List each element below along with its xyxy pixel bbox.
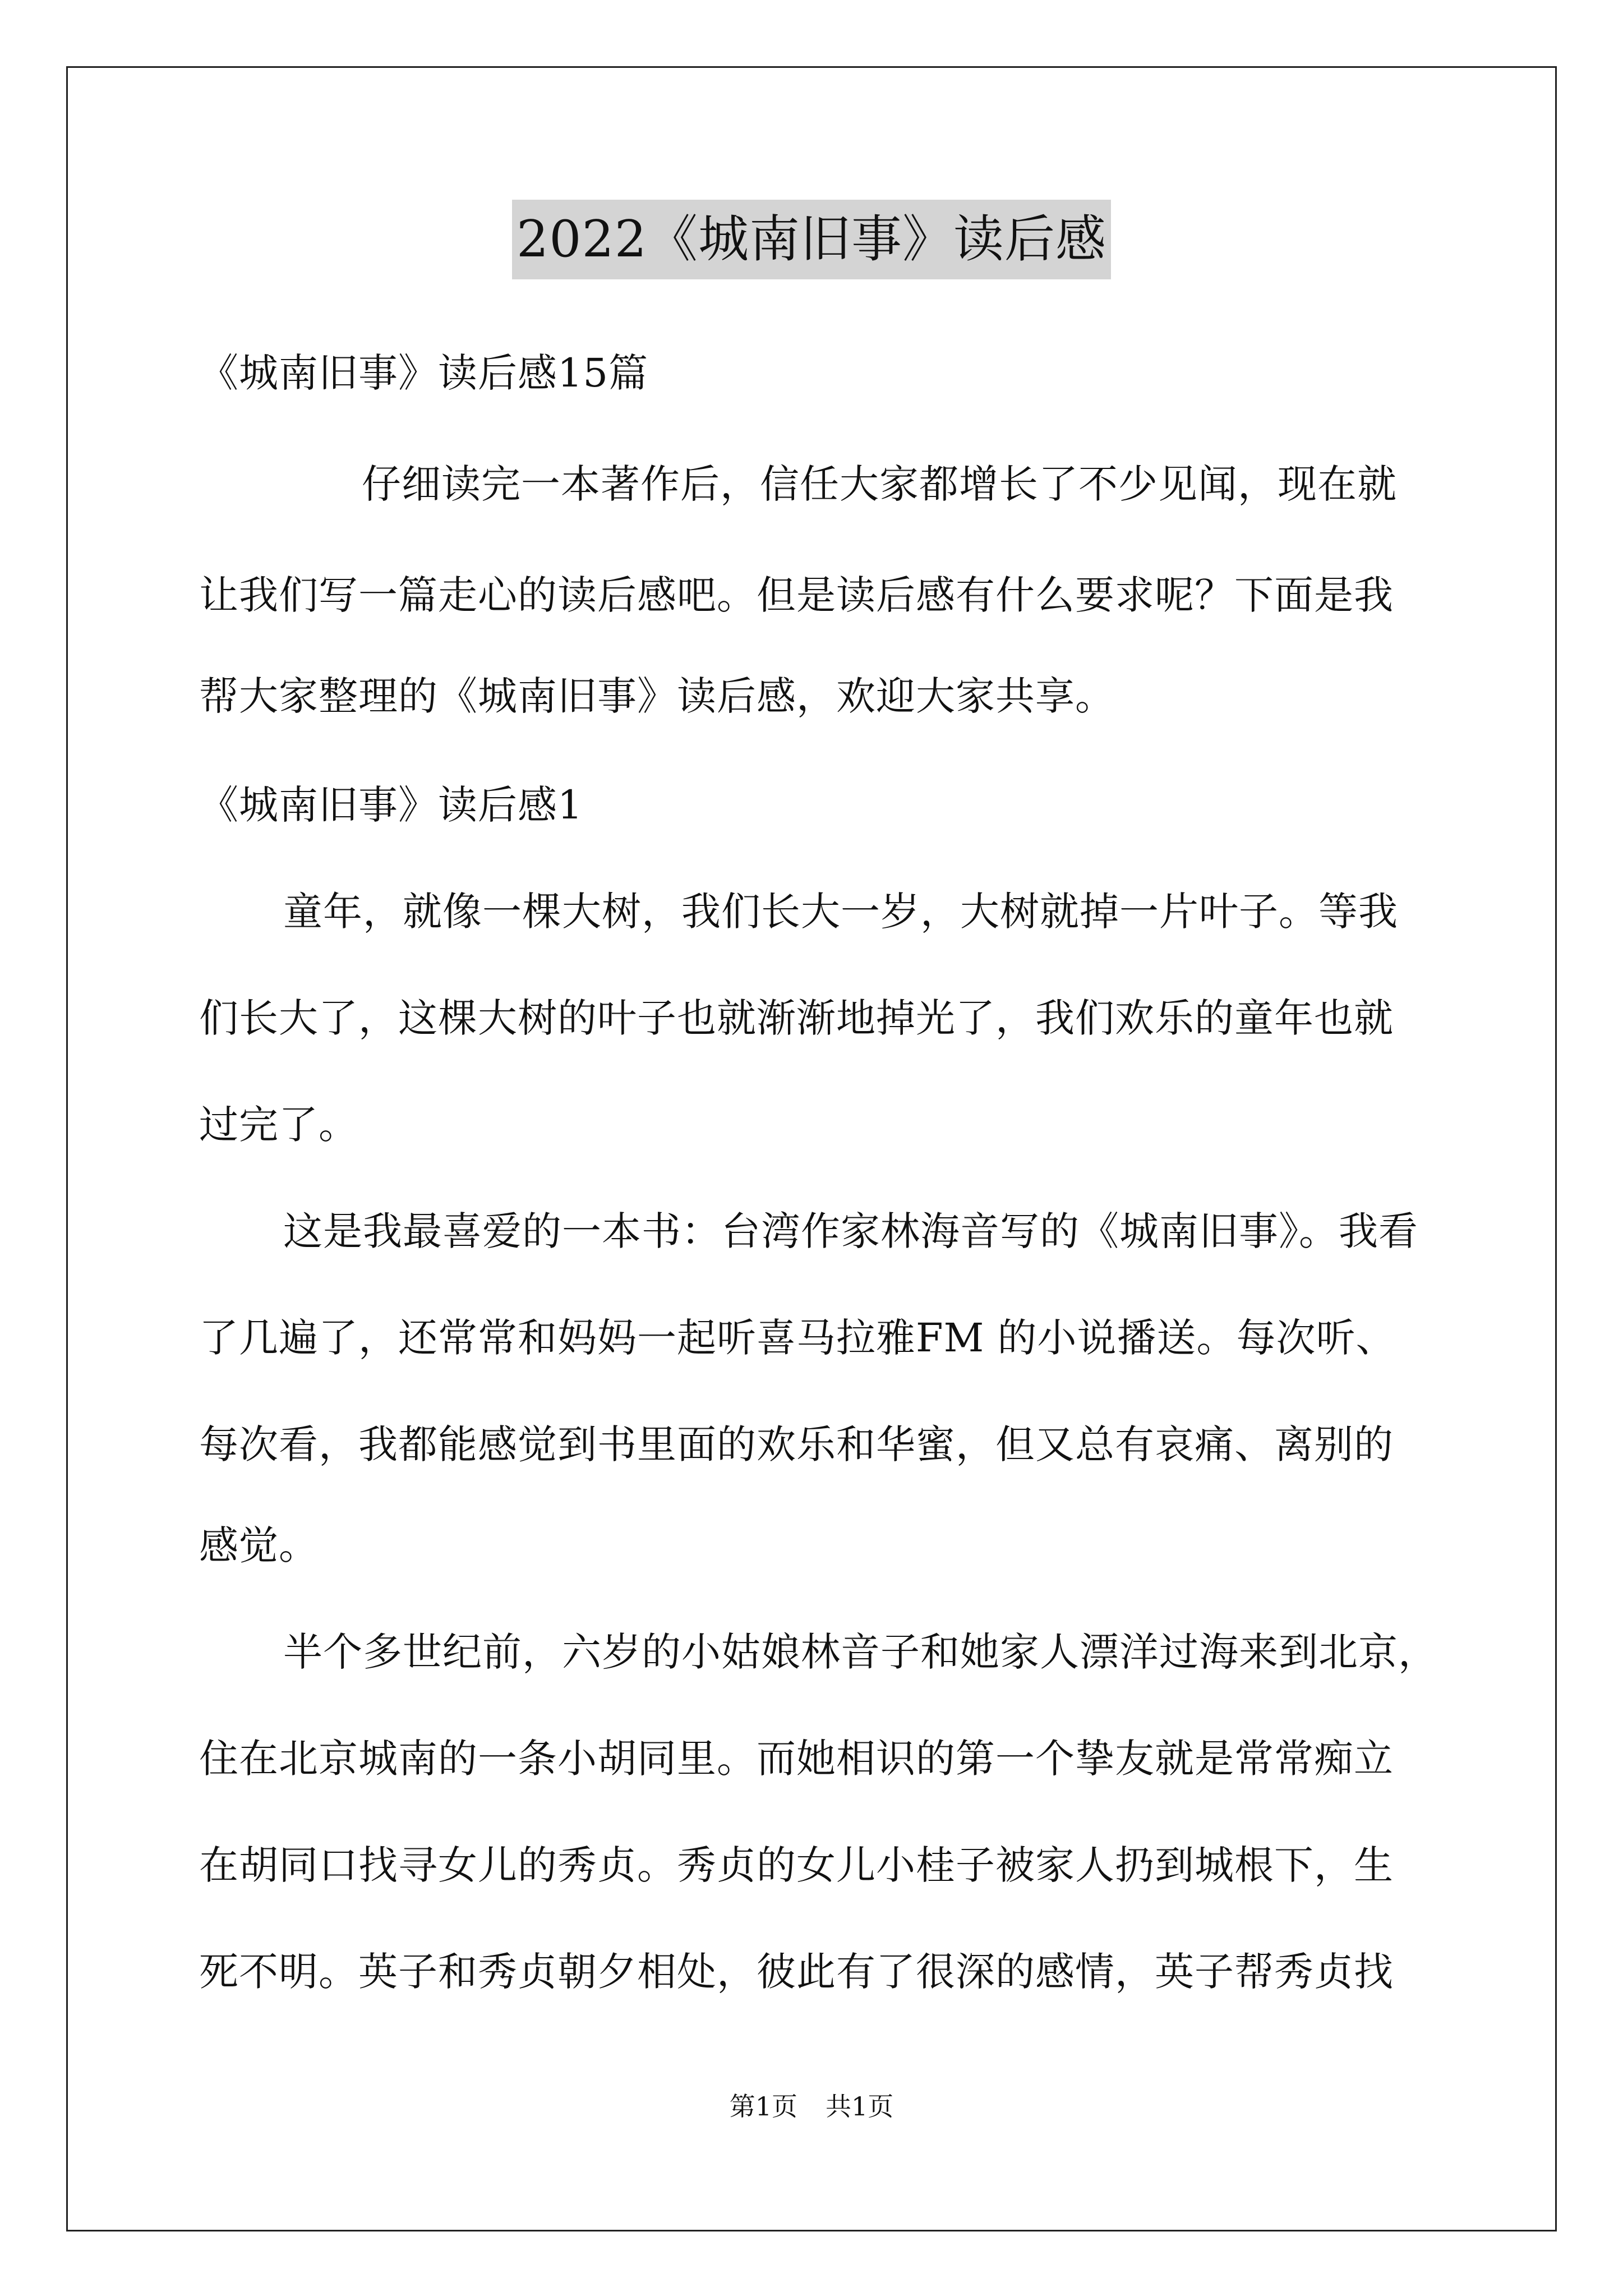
paragraph-2-line-2: 了几遍了，还常常和妈妈一起听喜马拉雅FM 的小说播送。每次听、 [199, 1315, 1396, 1361]
paragraph-1-line-1: 童年，就像一棵大树，我们长大一岁，大树就掉一片叶子。等我 [283, 889, 1398, 935]
intro-line-3: 帮大家整理的《城南旧事》读后感，欢迎大家共享。 [199, 673, 1115, 719]
paragraph-2-line-1: 这是我最喜爱的一本书：台湾作家林海音写的《城南旧事》。我看 [283, 1208, 1418, 1254]
title-container [0, 200, 1623, 279]
page-total: 共1页 [826, 2091, 894, 2122]
document-title: 2022《城南旧事》读后感 [512, 200, 1111, 279]
section-heading: 《城南旧事》读后感1 [199, 782, 583, 828]
paragraph-3-line-3: 在胡同口找寻女儿的秀贞。秀贞的女儿小桂子被家人扔到城根下，生 [199, 1842, 1394, 1888]
intro-line-1: 仔细读完一本著作后，信任大家都增长了不少见闻，现在就 [362, 461, 1397, 507]
paragraph-1-line-3: 过完了。 [199, 1102, 358, 1148]
paragraph-3-line-2: 住在北京城南的一条小胡同里。而她相识的第一个挚友就是常常痴立 [199, 1736, 1394, 1782]
page-footer [0, 2090, 1623, 2123]
intro-line-2: 让我们写一篇走心的读后感吧。但是读后感有什么要求呢？下面是我 [199, 572, 1394, 618]
page-number: 第1页 [729, 2091, 797, 2122]
paragraph-2-line-3: 每次看，我都能感觉到书里面的欢乐和华蜜，但又总有哀痛、离别的 [199, 1421, 1394, 1467]
paragraph-1-line-2: 们长大了，这棵大树的叶子也就渐渐地掉光了，我们欢乐的童年也就 [199, 995, 1394, 1041]
paragraph-3-line-4: 死不明。英子和秀贞朝夕相处，彼此有了很深的感情，英子帮秀贞找 [199, 1949, 1394, 1995]
subtitle-line: 《城南旧事》读后感15篇 [199, 350, 649, 396]
paragraph-3-line-1: 半个多世纪前，六岁的小姑娘林音子和她家人漂洋过海来到北京， [283, 1629, 1438, 1675]
paragraph-2-line-4: 感觉。 [199, 1522, 319, 1568]
